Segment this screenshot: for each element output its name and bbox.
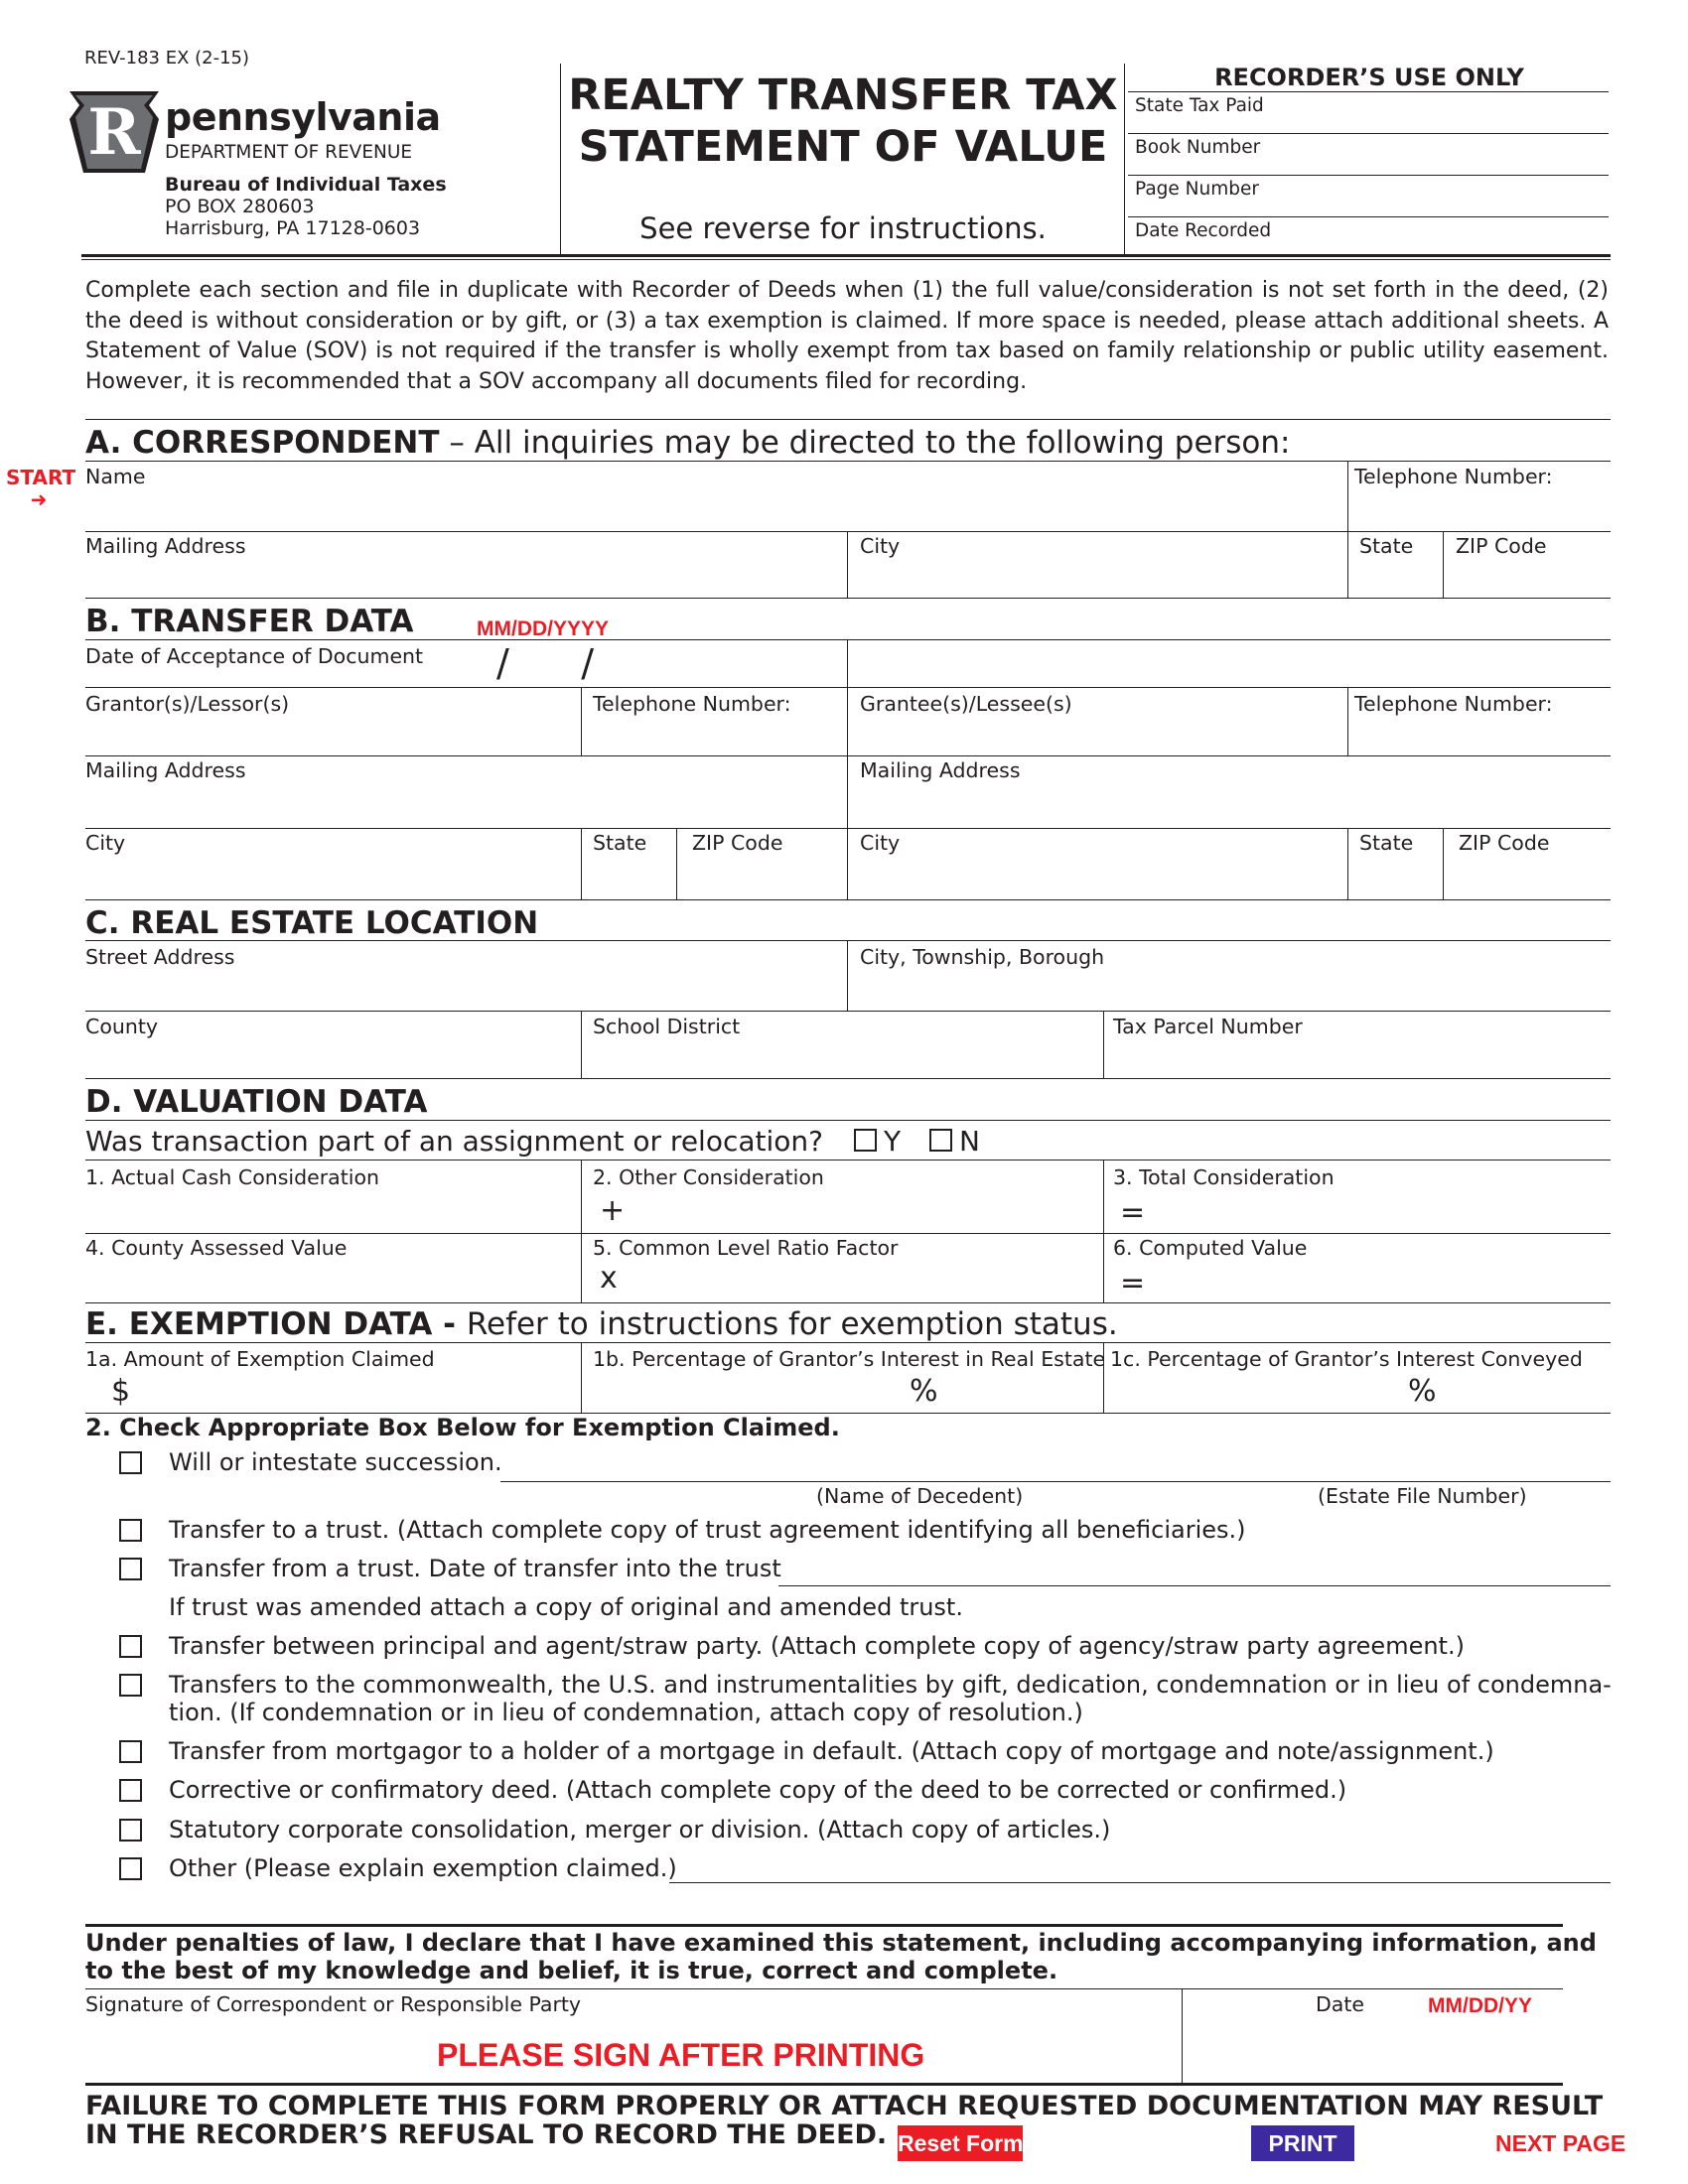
grantor-interest-conveyed-field[interactable] <box>1105 1344 1610 1412</box>
county-assessed-label: 4. County Assessed Value <box>85 1236 348 1260</box>
grantor-label: Grantor(s)/Lessor(s) <box>85 692 290 716</box>
corrective-deed-label: Corrective or confirmatory deed. (Attach complete copy of the deed to be corrected or confirmed.) <box>169 1776 1347 1804</box>
statutory-checkbox[interactable] <box>119 1819 142 1842</box>
principal-agent-checkbox[interactable] <box>119 1635 142 1658</box>
city-line: Harrisburg, PA 17128-0603 <box>165 217 421 239</box>
decedent-name-hint: (Name of Decedent) <box>816 1484 1024 1508</box>
assignment-no-checkbox[interactable] <box>929 1129 952 1152</box>
grantor-state-label: State <box>593 831 647 855</box>
city-township-field[interactable] <box>849 942 1610 1010</box>
signature-date-field[interactable] <box>1184 2020 1561 2080</box>
estate-file-hint: (Estate File Number) <box>1318 1484 1527 1508</box>
other-exemption-checkbox[interactable] <box>119 1857 142 1880</box>
grantee-city-field[interactable] <box>849 830 1345 898</box>
failure-warning-1: FAILURE TO COMPLETE THIS FORM PROPERLY OR ATTACH REQUESTED DOCUMENTATION MAY RESULT <box>85 2091 1604 2121</box>
grantee-city-label: City <box>860 831 901 855</box>
page-number-label: Page Number <box>1135 179 1259 200</box>
trust-amended-note: If trust was amended attach a copy of original and amended trust. <box>169 1593 963 1621</box>
section-c-title: C. REAL ESTATE LOCATION <box>85 905 539 941</box>
grantor-city-label: City <box>85 831 126 855</box>
grantee-zip-label: ZIP Code <box>1459 831 1550 855</box>
signature-date-hint: MM/DD/YY <box>1428 1994 1532 2017</box>
commonwealth-label-2: tion. (If condemnation or in lieu of condemnation, attach copy of resolution.) <box>169 1699 1083 1726</box>
equals-symbol-2: = <box>1120 1266 1146 1300</box>
declaration-line-2: to the best of my knowledge and belief, it is true, correct and complete. <box>85 1957 1058 1984</box>
correspondent-state-label: State <box>1359 534 1414 558</box>
other-exemption-label: Other (Please explain exemption claimed.) <box>169 1854 677 1882</box>
section-e-title: E. EXEMPTION DATA - Refer to instructions for exemption status. <box>85 1306 1118 1342</box>
grantor-city-field[interactable] <box>85 830 580 898</box>
grantee-label: Grantee(s)/Lessee(s) <box>860 692 1072 716</box>
will-succession-checkbox[interactable] <box>119 1451 142 1474</box>
title-line-1: REALTY TRANSFER TAX <box>568 70 1118 120</box>
state-tax-paid-label: State Tax Paid <box>1135 95 1264 116</box>
clr-factor-label: 5. Common Level Ratio Factor <box>593 1236 899 1260</box>
other-exemption-field[interactable] <box>669 1852 1611 1882</box>
correspondent-zip-field[interactable] <box>1445 533 1610 597</box>
other-consideration-label: 2. Other Consideration <box>593 1165 824 1189</box>
sign-after-printing-note: PLEASE SIGN AFTER PRINTING <box>437 2037 925 2073</box>
date-label: Date <box>1316 1992 1364 2016</box>
grantor-phone-label: Telephone Number: <box>593 692 791 716</box>
form-id: REV-183 EX (2-15) <box>84 48 250 68</box>
correspondent-phone-field[interactable] <box>1349 463 1610 530</box>
date-acceptance-label: Date of Acceptance of Document <box>85 644 424 668</box>
city-township-label: City, Township, Borough <box>860 945 1105 969</box>
grantee-phone-label: Telephone Number: <box>1354 692 1553 716</box>
signature-label: Signature of Correspondent or Responsible Party <box>85 1992 582 2016</box>
correspondent-zip-label: ZIP Code <box>1456 534 1547 558</box>
po-box: PO BOX 280603 <box>165 196 315 217</box>
section-b-title: B. TRANSFER DATA <box>85 604 414 639</box>
county-label: County <box>85 1015 159 1038</box>
transfer-to-trust-checkbox[interactable] <box>119 1519 142 1542</box>
plus-symbol: + <box>600 1193 626 1228</box>
logo-letter: R <box>87 95 141 170</box>
grantor-state-field[interactable] <box>583 830 674 898</box>
multiply-symbol: x <box>600 1261 618 1296</box>
grantor-interest-re-field[interactable] <box>583 1344 1102 1412</box>
arrow-right-icon: ➜ <box>30 487 48 511</box>
check-box-heading: 2. Check Appropriate Box Below for Exemption Claimed. <box>85 1414 840 1441</box>
grantee-mailing-label: Mailing Address <box>860 758 1021 782</box>
book-number-label: Book Number <box>1135 137 1261 158</box>
will-succession-label: Will or intestate succession. <box>169 1448 502 1476</box>
commonwealth-checkbox[interactable] <box>119 1674 142 1697</box>
grantor-mailing-field[interactable] <box>85 757 846 827</box>
mortgagor-label: Transfer from mortgagor to a holder of a mortgage in default. (Attach copy of mortgage and note/assignment.) <box>169 1737 1494 1765</box>
grantor-interest-conveyed-label: 1c. Percentage of Grantor’s Interest Conveyed <box>1110 1347 1583 1371</box>
exemption-amount-label: 1a. Amount of Exemption Claimed <box>85 1347 435 1371</box>
start-marker: START ➜ <box>6 466 76 511</box>
actual-cash-field[interactable] <box>85 1161 580 1232</box>
correspondent-name-field[interactable] <box>85 463 1346 530</box>
correspondent-phone-label: Telephone Number: <box>1354 465 1553 488</box>
department-name: DEPARTMENT OF REVENUE <box>165 142 413 163</box>
commonwealth-label-1: Transfers to the commonwealth, the U.S. and instrumentalities by gift, dedication, condemnation or in lieu of condemna- <box>169 1671 1612 1699</box>
street-address-field[interactable] <box>85 942 846 1010</box>
actual-cash-label: 1. Actual Cash Consideration <box>85 1165 379 1189</box>
declaration-line-1: Under penalties of law, I declare that I have examined this statement, including accompanying information, and <box>85 1929 1597 1957</box>
title-line-2: STATEMENT OF VALUE <box>578 122 1108 172</box>
section-d-title: D. VALUATION DATA <box>85 1084 428 1120</box>
correspondent-mailing-field[interactable] <box>85 533 846 597</box>
print-button[interactable]: PRINT <box>1251 2125 1354 2161</box>
next-page-link[interactable]: NEXT PAGE <box>1495 2130 1626 2156</box>
exemption-amount-field[interactable] <box>85 1344 580 1412</box>
county-assessed-field[interactable] <box>85 1235 580 1301</box>
county-field[interactable] <box>85 1013 580 1076</box>
transfer-from-trust-checkbox[interactable] <box>119 1558 142 1580</box>
correspondent-name-label: Name <box>85 465 146 488</box>
corrective-deed-checkbox[interactable] <box>119 1779 142 1802</box>
dollar-symbol: $ <box>111 1374 131 1409</box>
percent-symbol-2: % <box>1408 1374 1437 1409</box>
computed-value-label: 6. Computed Value <box>1113 1236 1308 1260</box>
grantee-phone-field[interactable] <box>1349 689 1610 754</box>
assignment-yes-checkbox[interactable] <box>854 1129 877 1152</box>
date-separators: / / <box>496 641 595 685</box>
date-format-hint: MM/DD/YYYY <box>477 617 610 640</box>
clr-factor-field[interactable] <box>583 1235 1102 1301</box>
grantor-mailing-label: Mailing Address <box>85 758 246 782</box>
street-address-label: Street Address <box>85 945 235 969</box>
grantee-state-label: State <box>1359 831 1414 855</box>
other-consideration-field[interactable] <box>583 1161 1102 1232</box>
grantor-zip-field[interactable] <box>678 830 846 898</box>
tax-parcel-label: Tax Parcel Number <box>1113 1015 1303 1038</box>
trust-transfer-date-field[interactable] <box>778 1555 1611 1584</box>
statutory-label: Statutory corporate consolidation, merger or division. (Attach copy of articles.) <box>169 1816 1111 1843</box>
correspondent-city-field[interactable] <box>849 533 1345 597</box>
total-consideration-label: 3. Total Consideration <box>1113 1165 1335 1189</box>
grantee-state-field[interactable] <box>1349 830 1441 898</box>
equals-symbol-1: = <box>1120 1195 1146 1230</box>
principal-agent-label: Transfer between principal and agent/straw party. (Attach complete copy of agency/straw party agreement.) <box>169 1632 1465 1660</box>
school-district-field[interactable] <box>583 1013 1102 1076</box>
section-a-title: A. CORRESPONDENT – All inquiries may be directed to the following person: <box>85 425 1291 461</box>
assignment-yes-label: Y <box>884 1125 902 1158</box>
failure-warning-2: IN THE RECORDER’S REFUSAL TO RECORD THE DEED. <box>85 2119 888 2150</box>
correspondent-mailing-label: Mailing Address <box>85 534 246 558</box>
transfer-to-trust-label: Transfer to a trust. (Attach complete copy of trust agreement identifying all beneficiaries.) <box>169 1516 1246 1544</box>
assignment-question: Was transaction part of an assignment or relocation? <box>85 1125 824 1158</box>
mortgagor-checkbox[interactable] <box>119 1740 142 1763</box>
grantee-zip-field[interactable] <box>1445 830 1610 898</box>
grantor-phone-field[interactable] <box>583 689 846 754</box>
instructions-note: See reverse for instructions. <box>639 211 1047 245</box>
tax-parcel-field[interactable] <box>1105 1013 1610 1076</box>
recorder-title: RECORDER’S USE ONLY <box>1214 64 1524 91</box>
date-recorded-label: Date Recorded <box>1135 220 1272 241</box>
school-district-label: School District <box>593 1015 741 1038</box>
date-acceptance-field[interactable] <box>447 641 844 687</box>
grantor-interest-re-label: 1b. Percentage of Grantor’s Interest in Real Estate <box>593 1347 1106 1371</box>
state-name: pennsylvania <box>165 95 441 139</box>
total-consideration-field[interactable] <box>1105 1161 1610 1232</box>
grantor-field[interactable] <box>85 689 580 754</box>
percent-symbol-1: % <box>910 1374 938 1409</box>
computed-value-field[interactable] <box>1105 1235 1610 1301</box>
transfer-from-trust-label: Transfer from a trust. Date of transfer into the trust <box>169 1555 781 1582</box>
bureau-name: Bureau of Individual Taxes <box>165 174 447 196</box>
form-title <box>562 69 1124 173</box>
correspondent-state-field[interactable] <box>1349 533 1441 597</box>
assignment-no-label: N <box>959 1125 980 1158</box>
decedent-estate-field[interactable] <box>500 1451 1611 1481</box>
grantee-mailing-field[interactable] <box>849 757 1610 827</box>
grantee-field[interactable] <box>849 689 1345 754</box>
correspondent-city-label: City <box>860 534 901 558</box>
reset-form-button[interactable]: Reset Form <box>898 2125 1023 2161</box>
grantor-zip-label: ZIP Code <box>692 831 783 855</box>
intro-text: Complete each section and file in duplicate with Recorder of Deeds when (1) the full value/consideration is not set forth in the deed, (2) the deed is without consideration or by gift, or (3) a tax exemption is claimed. If more space is needed, please attach additional sheets. A Statement of Value (SOV) is not required if the transfer is wholly exempt from tax based on family relationship or public utility easement. However, it is recommended that a SOV accompany all documents filed for recording. <box>85 278 1609 394</box>
